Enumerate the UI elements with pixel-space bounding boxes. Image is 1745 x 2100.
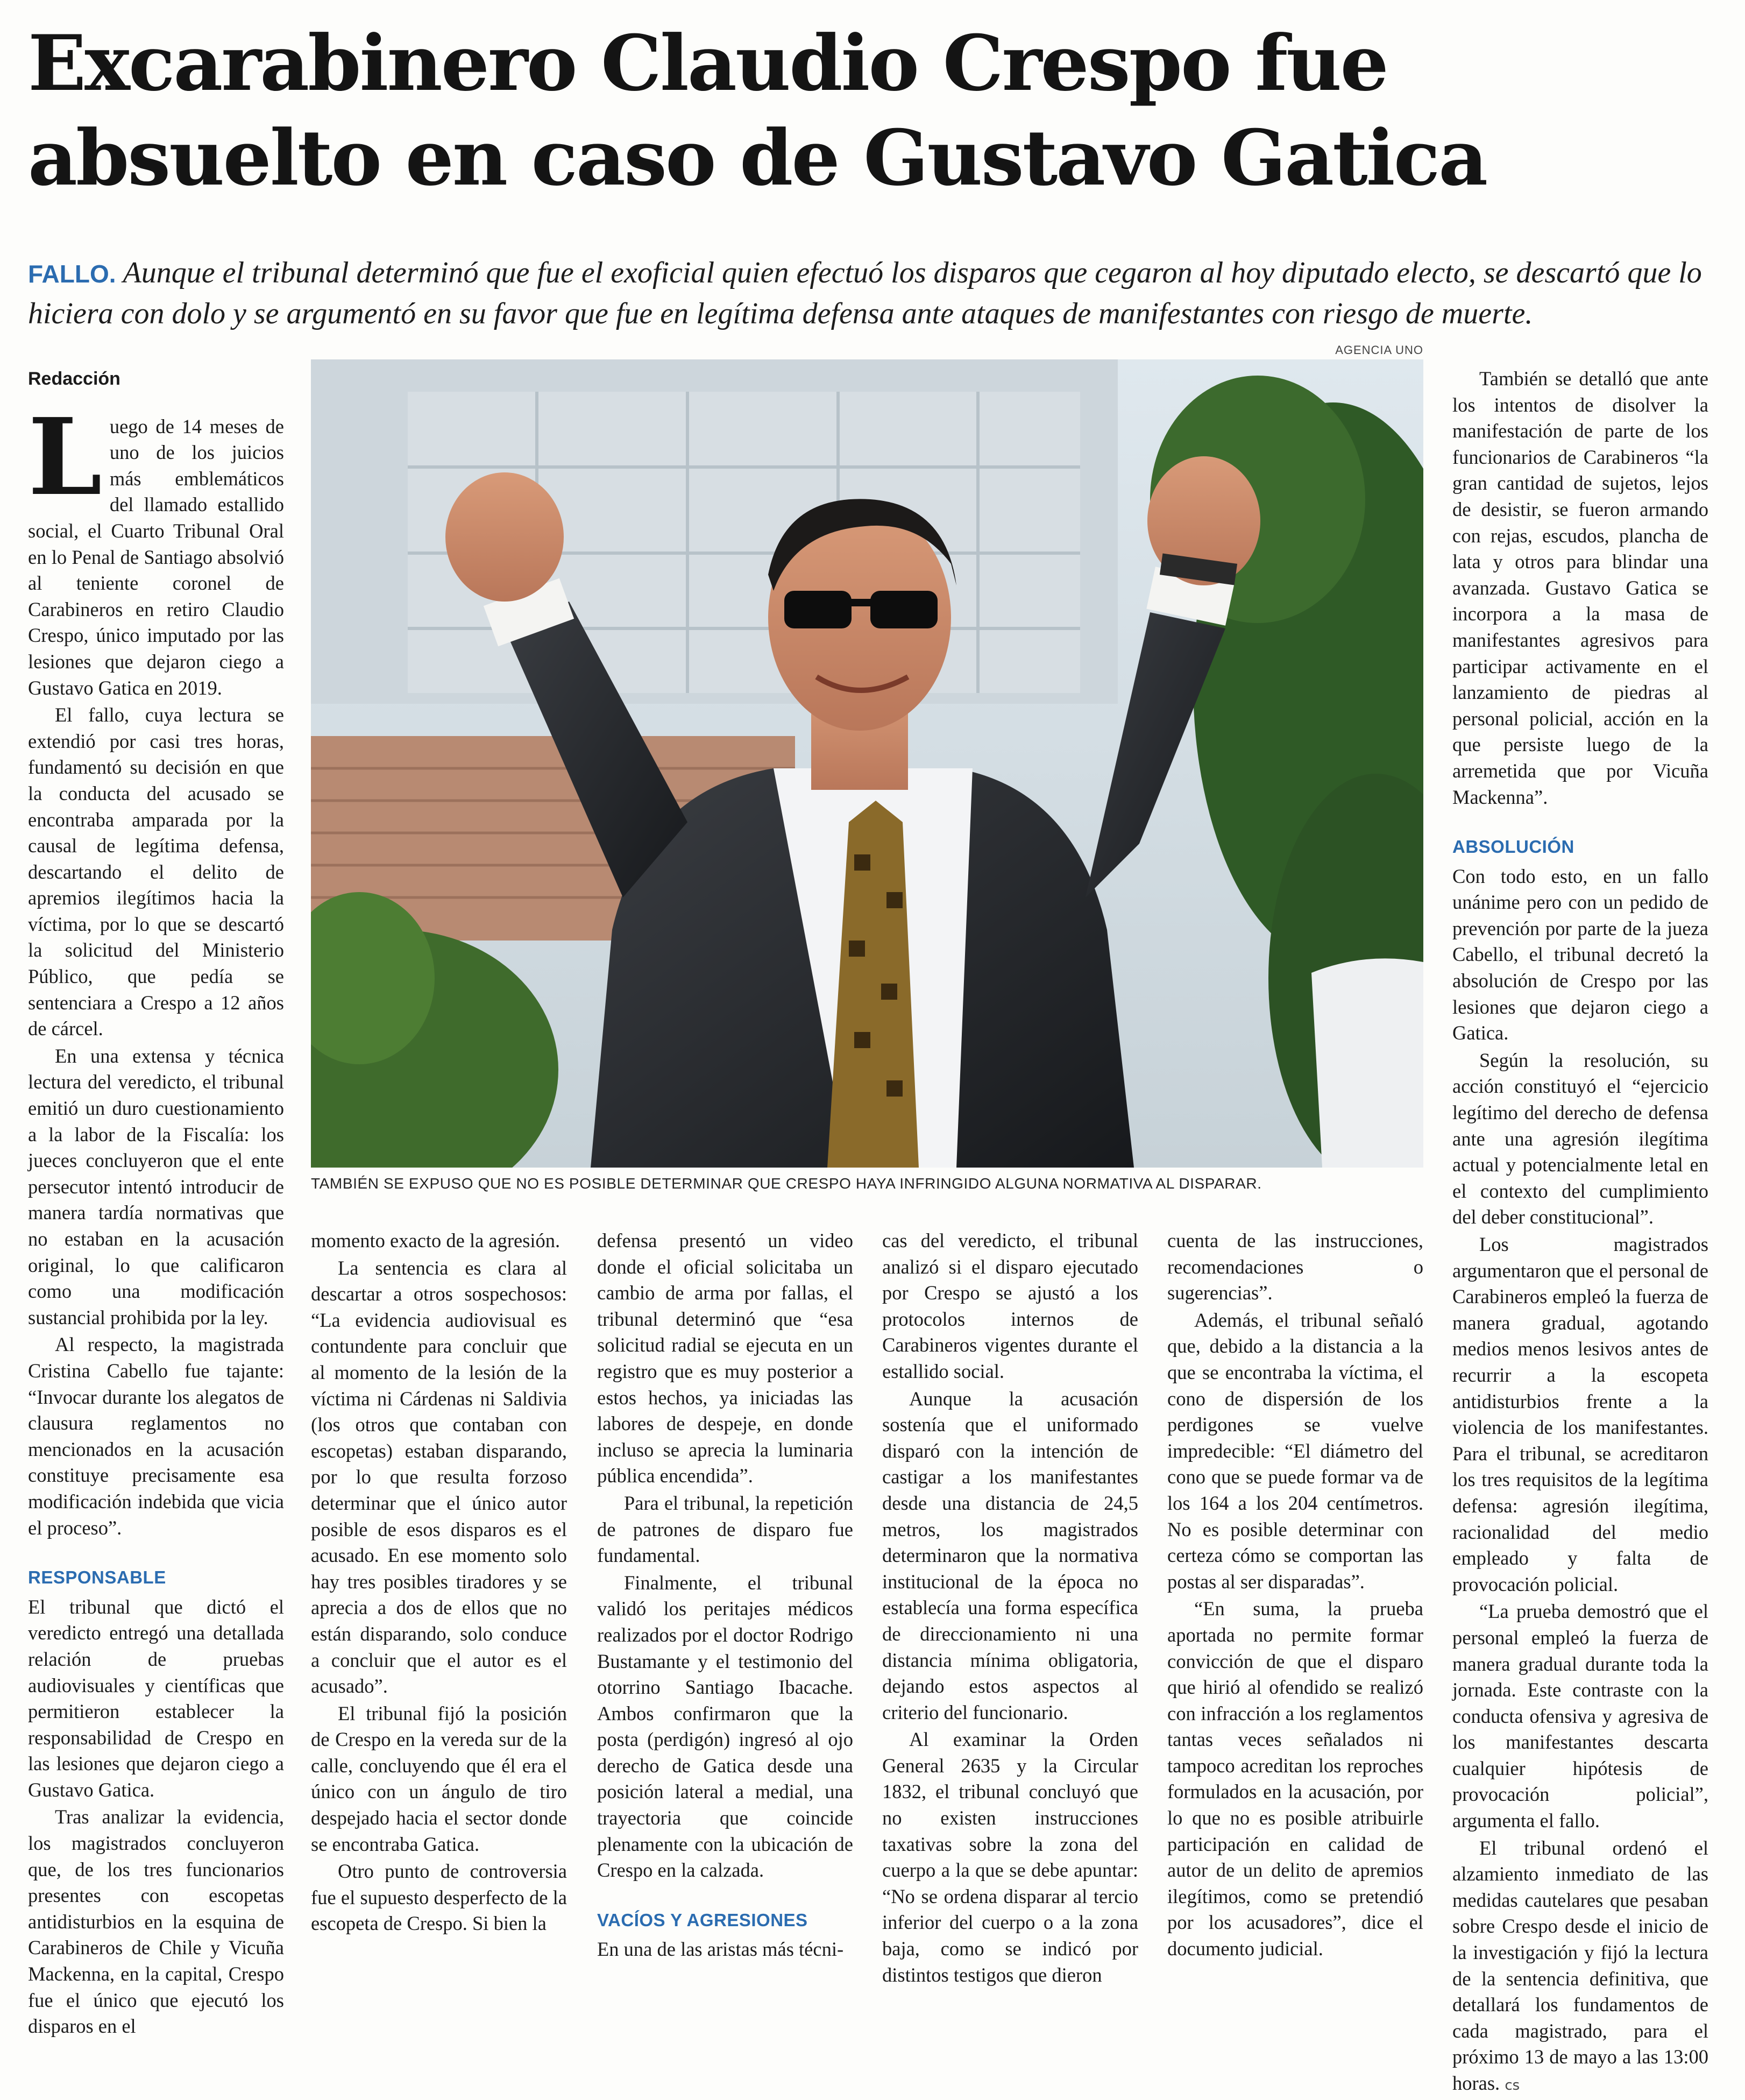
paragraph: Para el tribunal, la repetición de patrones de disparo fue fundamental. xyxy=(597,1491,853,1567)
byline: Redacción xyxy=(28,369,120,389)
column-1 xyxy=(28,366,284,2041)
paragraph: defensa presentó un video donde el oficial solicitaba un cambio de arma por fallas, el tribunal determinó que “esa solicitud radial se ejecuta en un registro que es muy posterior a estos hechos, ya iniciadas las labores de despeje, en donde incluso se aprecia la luminaria pública encendida”. xyxy=(597,1229,853,1487)
paragraph: Según la resolución, su acción constituyó el “ejercicio legítimo del derecho de defensa ante una agresión ilegítima actual y potencialmente letal en el contexto del cumplimiento del deber constitucional”. xyxy=(1452,1049,1708,1228)
paragraph: El tribunal que dictó el veredicto entregó una detallada relación de pruebas audiovisuales y científicas que permitieron establecer la responsabilidad de Crespo en las lesiones que dejaron ciego a Gustavo Gatica. xyxy=(28,1595,284,1801)
subhead-responsable: RESPONSABLE xyxy=(28,1567,166,1588)
column-3 xyxy=(597,1228,853,1964)
paragraph: También se detalló que ante los intentos de disolver la manifestación de parte de los funcionarios de Carabineros “la gran cantidad de sujetos, lejos de desistir, se fueron armando con rejas, escudos, plancha de lata y otros para blindar una avanzada. Gustavo Gatica se incorpora a la masa de manifestantes agresivos para participar activamente en el lanzamiento de piedras al personal policial, acción en la que persiste luego de la arremetida que por Vicuña Mackenna”. xyxy=(1452,367,1708,808)
photo-credit: AGENCIA UNO xyxy=(1335,343,1423,357)
photo-caption: TAMBIÉN SE EXPUSO QUE NO ES POSIBLE DETERMINAR QUE CRESPO HAYA INFRINGIDO ALGUNA NORMATIVA AL DISPARAR. xyxy=(311,1175,1262,1192)
paragraph: Al respecto, la magistrada Cristina Cabello fue tajante: “Invocar durante los alegatos de clausura reglamentos no mencionados en la acusación constituye precisamente esa modificación indebida que vicia el proceso”. xyxy=(28,1333,284,1539)
paragraph: Otro punto de controversia fue el supuesto desperfecto de la escopeta de Crespo. Si bien la xyxy=(311,1860,567,1935)
paragraph: Con todo esto, en un fallo unánime pero con un pedido de prevención por parte de la jueza Cabello, el tribunal decretó la absolución de Crespo por las lesiones que dejaron ciego a Gatica. xyxy=(1452,865,1708,1044)
column-5 xyxy=(1167,1228,1423,1963)
paragraph: momento exacto de la agresión. xyxy=(311,1229,561,1251)
column-4 xyxy=(882,1228,1138,1989)
photo-illustration xyxy=(311,359,1423,1168)
standfirst xyxy=(28,253,1728,334)
paragraph: En una extensa y técnica lectura del veredicto, el tribunal emitió un duro cuestionamiento a la labor de la Fiscalía: los jueces concluyeron que el ente persecutor intentó introducir de manera tardía normativas que no estaban en la acusación original, lo que calificaron como una modificación sustancial prohibida por la ley. xyxy=(28,1044,284,1328)
column-2 xyxy=(311,1228,567,1938)
subhead-vacios: VACÍOS Y AGRESIONES xyxy=(597,1910,808,1930)
headline: Excarabinero Claudio Crespo fue absuelto en caso de Gustavo Gatica xyxy=(28,19,1487,203)
column-6 xyxy=(1452,366,1708,2100)
paragraph: Al examinar la Orden General 2635 y la Circular 1832, el tribunal concluyó que no existen instrucciones taxativas sobre la zona del cuerpo a la que se debe apuntar: “No se ordena disparar al tercio inferior del cuerpo o a la zona baja, como se indicó por distintos testigos que dieron xyxy=(882,1728,1138,1986)
paragraph: Además, el tribunal señaló que, debido a la distancia a la que se encontraba la víctima, el cono de dispersión de los perdigones se vuelve impredecible: “El diámetro del cono que se puede formar va de los 164 a los 204 centímetros. No es posible determinar con certeza cómo se comportan las postas al ser disparadas”. xyxy=(1167,1309,1423,1593)
standfirst-text: Aunque el tribunal determinó que fue el exoficial quien efectuó los disparos que cegaron al hoy diputado electo, se descartó que lo hiciera con dolo y se argumentó en su favor que fue en legítima defensa ante ataques de manifestantes con riesgo de muerte. xyxy=(28,256,1702,330)
paragraph: En una de las aristas más técni- xyxy=(597,1938,844,1961)
subhead-absolucion: ABSOLUCIÓN xyxy=(1452,837,1574,857)
lead-paragraph xyxy=(28,395,284,702)
paragraph: cas del veredicto, el tribunal analizó si el disparo ejecutado por Crespo se ajustó a los protocolos internos de Carabineros vigentes durante el estallido social. xyxy=(882,1229,1138,1382)
paragraph: “La prueba demostró que el personal empleó la fuerza de manera gradual durante toda la jornada. Este contraste con la conducta ofensiva y agresiva de los manifestantes descarta cualquier hipótesis de provocación policial”, argumenta el fallo. xyxy=(1452,1600,1708,1832)
lead-text: uego de 14 meses de uno de los juicios más emblemáticos del llamado estallido social, el Cuarto Tribunal Oral en lo Penal de Santiago absolvió al teniente coronel de Carabineros en retiro Claudio Crespo, único imputado por las lesiones que dejaron ciego a Gustavo Gatica en 2019. xyxy=(28,415,284,699)
paragraph: Finalmente, el tribunal validó los peritajes médicos realizados por el doctor Rodrigo Bustamante y el testimonio del otorrino Santiago Ibacache. Ambos confirmaron que la posta (perdigón) ingresó al ojo derecho de Gatica desde una posición lateral a medial, una trayectoria que coincide plenamente con la ubicación de Crespo en la calzada. xyxy=(597,1571,853,1882)
paragraph: cuenta de las instrucciones, recomendaciones o sugerencias”. xyxy=(1167,1229,1423,1304)
closing-text: El tribunal ordenó el alzamiento inmediato de las medidas cautelares que pesaban sobre Crespo desde el inicio de la investigación y fijó la lectura de la sentencia definitiva, que detallará los fundamentos de cada magistrado, para el próximo 13 de mayo a las 13:00 horas. xyxy=(1452,1836,1708,2094)
news-photo xyxy=(311,359,1423,1168)
standfirst-tag: FALLO. xyxy=(28,260,116,288)
paragraph: “En suma, la prueba aportada no permite formar convicción de que el disparo que hirió al ofendido se realizó con infracción a los reglamentos tantas veces señalados ni tampoco acreditan los reproches formulados en la acusación, por lo que no es posible atribuirle participación en calidad de autor de un delito de apremios ilegítimos, como se pretendió por los acusadores”, dice el documento judicial. xyxy=(1167,1597,1423,1960)
paragraph xyxy=(1452,1835,1708,2099)
drop-cap: L xyxy=(28,395,102,519)
end-mark: cs xyxy=(1505,2077,1520,2094)
paragraph: La sentencia es clara al descartar a otros sospechosos: “La evidencia audiovisual es contundente para concluir que al momento de la lesión de la víctima ni Cárdenas ni Saldivia (los otros que contaban con escopetas) estaban disparando, por lo que resulta forzoso determinar que el único autor posible de esos disparos es el acusado. En ese momento solo hay tres posibles tiradores y se aprecia a dos de ellos que no están disparando, solo conduce a concluir que el autor es el acusado”. xyxy=(311,1256,567,1698)
paragraph: Aunque la acusación sostenía que el uniformado disparó con la intención de castigar a los manifestantes desde una distancia de 24,5 metros, los magistrados determinaron que la normativa institucional de la época no establecía una forma específica de direccionamiento ni una distancia mínima obligatoria, dejando estos aspectos al criterio del funcionario. xyxy=(882,1387,1138,1723)
paragraph: El fallo, cuya lectura se extendió por casi tres horas, fundamentó su decisión en que la conducta del acusado se encontraba amparada por la causal de legítima defensa, descartando el delito de apremios ilegítimos hacia la víctima, por lo que se descartó la solicitud del Ministerio Público, que pedía se sentenciara a Crespo a 12 años de cárcel. xyxy=(28,704,284,1040)
paragraph: Los magistrados argumentaron que el personal de Carabineros empleó la fuerza de manera gradual, agotando medios menos lesivos antes de recurrir a la escopeta antidisturbios frente a la violencia de los manifestantes. Para el tribunal, se acreditaron los tres requisitos de la legítima defensa: agresión ilegítima, racionalidad del medio empleado y falta de provocación policial. xyxy=(1452,1233,1708,1595)
paragraph: Tras analizar la evidencia, los magistrados concluyeron que, de los tres funcionarios presentes con escopetas antidisturbios en la esquina de Carabineros de Chile y Vicuña Mackenna, en la capital, Crespo fue el único que ejecutó los disparos en el xyxy=(28,1806,284,2038)
paragraph: El tribunal fijó la posición de Crespo en la vereda sur de la calle, concluyendo que él era el único con un ángulo de tiro despejado hacia el sector donde se encontraba Gatica. xyxy=(311,1702,567,1855)
